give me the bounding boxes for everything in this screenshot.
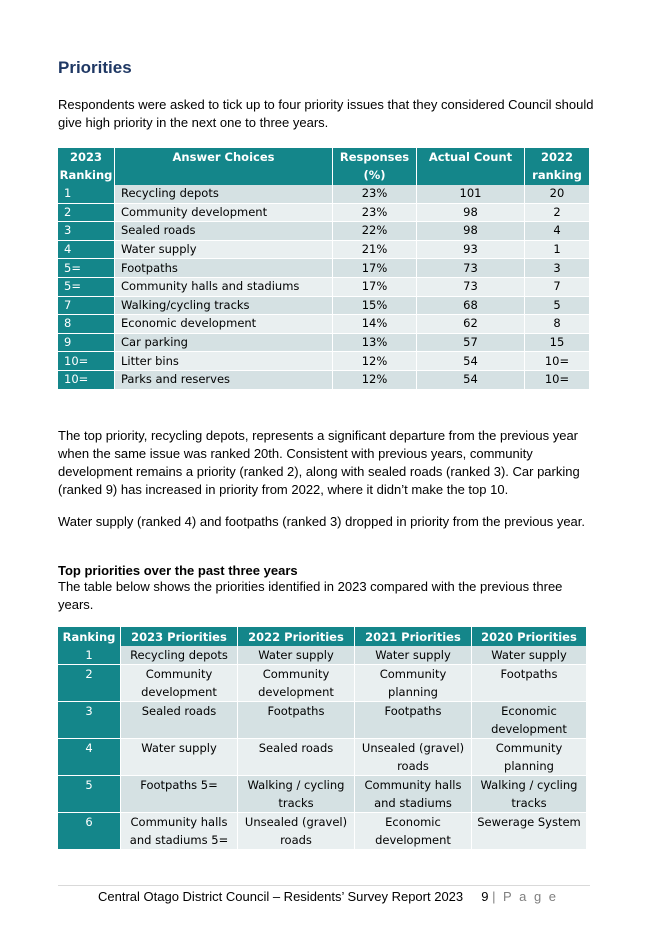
- answer-choice-cell: Recycling depots: [115, 185, 333, 204]
- responses-cell: 22%: [333, 222, 417, 241]
- rank-cell: 3: [58, 222, 115, 241]
- table-row: [58, 241, 590, 260]
- priority-cell: Community development: [238, 665, 355, 702]
- priority-cell: Community halls and stadiums: [355, 776, 472, 813]
- answer-choice-cell: Footpaths: [115, 259, 333, 278]
- prev-ranking-cell: 1: [525, 241, 590, 260]
- three-year-table-header: [58, 627, 587, 646]
- answer-choice-cell: Litter bins: [115, 352, 333, 371]
- rank-cell: 10=: [58, 371, 115, 390]
- count-cell: 73: [417, 278, 525, 297]
- priority-cell: Unsealed (gravel) roads: [355, 739, 472, 776]
- count-cell: 93: [417, 241, 525, 260]
- rank-cell: 5=: [58, 278, 115, 297]
- table-row: [58, 371, 590, 390]
- priority-cell: Economic development: [355, 813, 472, 850]
- rank-cell: 8: [58, 315, 115, 334]
- responses-cell: 23%: [333, 204, 417, 223]
- rank-cell: 3: [58, 702, 121, 739]
- answer-choice-cell: Sealed roads: [115, 222, 333, 241]
- table-row: [58, 315, 590, 334]
- count-cell: 101: [417, 185, 525, 204]
- intro-paragraph: Respondents were asked to tick up to four priority issues that they considered Council should give high priority in the next one to three years.: [58, 97, 594, 130]
- header-2020-priorities: 2020 Priorities: [472, 627, 587, 646]
- section-subheading: Top priorities over the past three years: [58, 563, 298, 578]
- priority-cell: Footpaths 5=: [121, 776, 238, 813]
- table-row: [58, 776, 587, 813]
- priority-cell: Sealed roads: [238, 739, 355, 776]
- prev-ranking-cell: 5: [525, 297, 590, 316]
- table-row: [58, 665, 587, 702]
- priority-cell: Unsealed (gravel) roads: [238, 813, 355, 850]
- priority-cell: Economic development: [472, 702, 587, 739]
- answer-choice-cell: Car parking: [115, 334, 333, 353]
- priority-cell: Walking / cycling tracks: [472, 776, 587, 813]
- count-cell: 98: [417, 204, 525, 223]
- table-row: [58, 813, 587, 850]
- responses-cell: 12%: [333, 352, 417, 371]
- count-cell: 54: [417, 371, 525, 390]
- count-cell: 62: [417, 315, 525, 334]
- rank-cell: 7: [58, 297, 115, 316]
- responses-cell: 14%: [333, 315, 417, 334]
- table-row: [58, 185, 590, 204]
- table-row: [58, 297, 590, 316]
- priorities-table: [58, 148, 590, 390]
- priority-cell: Water supply: [472, 646, 587, 665]
- prev-ranking-cell: 20: [525, 185, 590, 204]
- header-2021-priorities: 2021 Priorities: [355, 627, 472, 646]
- prev-ranking-cell: 3: [525, 259, 590, 278]
- rank-cell: 5: [58, 776, 121, 813]
- prev-ranking-cell: 10=: [525, 352, 590, 371]
- header-responses: Responses (%): [333, 148, 417, 185]
- responses-cell: 12%: [333, 371, 417, 390]
- answer-choice-cell: Walking/cycling tracks: [115, 297, 333, 316]
- priority-cell: Water supply: [355, 646, 472, 665]
- comparison-intro-paragraph: The table below shows the priorities identified in 2023 compared with the previous three years.: [58, 579, 563, 612]
- priority-cell: Community planning: [472, 739, 587, 776]
- priority-cell: Recycling depots: [121, 646, 238, 665]
- page-label: | P a g e: [492, 889, 559, 904]
- count-cell: 73: [417, 259, 525, 278]
- prev-ranking-cell: 2: [525, 204, 590, 223]
- rank-cell: 1: [58, 185, 115, 204]
- header-actual-count: Actual Count: [417, 148, 525, 185]
- priority-cell: Sealed roads: [121, 702, 238, 739]
- table-row: [58, 334, 590, 353]
- prev-ranking-cell: 15: [525, 334, 590, 353]
- answer-choice-cell: Economic development: [115, 315, 333, 334]
- three-year-priorities-table: [58, 627, 587, 850]
- table-row: [58, 259, 590, 278]
- table-row: [58, 739, 587, 776]
- responses-cell: 21%: [333, 241, 417, 260]
- priority-cell: Water supply: [121, 739, 238, 776]
- count-cell: 54: [417, 352, 525, 371]
- table-row: [58, 352, 590, 371]
- answer-choice-cell: Community halls and stadiums: [115, 278, 333, 297]
- answer-choice-cell: Water supply: [115, 241, 333, 260]
- answer-choice-cell: Community development: [115, 204, 333, 223]
- priorities-table-header: [58, 148, 590, 185]
- analysis-paragraph: The top priority, recycling depots, represents a significant departure from the previous year when the same issue was ranked 20th. Consistent with previous years, community development remains a priority (ranked 2), along with sealed roads (ranked 3). Car parking (ranked 9) has increased in priority from 2022, where it didn’t make the top 10.: [58, 428, 580, 497]
- rank-cell: 6: [58, 813, 121, 850]
- priority-cell: Footpaths: [472, 665, 587, 702]
- table-row: [58, 222, 590, 241]
- page-title: Priorities: [58, 58, 132, 77]
- footer-divider: [58, 885, 590, 886]
- rank-cell: 5=: [58, 259, 115, 278]
- count-cell: 57: [417, 334, 525, 353]
- rank-cell: 10=: [58, 352, 115, 371]
- priority-cell: Sewerage System: [472, 813, 587, 850]
- responses-cell: 15%: [333, 297, 417, 316]
- answer-choice-cell: Parks and reserves: [115, 371, 333, 390]
- priority-cell: Walking / cycling tracks: [238, 776, 355, 813]
- rank-cell: 1: [58, 646, 121, 665]
- rank-cell: 2: [58, 204, 115, 223]
- footer-text: Central Otago District Council – Residents’ Survey Report 2023: [98, 889, 464, 904]
- priority-cell: Community halls and stadiums 5=: [121, 813, 238, 850]
- responses-cell: 23%: [333, 185, 417, 204]
- count-cell: 98: [417, 222, 525, 241]
- page-number: 9: [481, 889, 489, 904]
- responses-cell: 17%: [333, 259, 417, 278]
- header-ranking: Ranking: [58, 627, 121, 646]
- prev-ranking-cell: 10=: [525, 371, 590, 390]
- priority-cell: Footpaths: [238, 702, 355, 739]
- header-2023-priorities: 2023 Priorities: [121, 627, 238, 646]
- header-2022-ranking: 2022 ranking: [525, 148, 590, 185]
- count-cell: 68: [417, 297, 525, 316]
- prev-ranking-cell: 4: [525, 222, 590, 241]
- rank-cell: 2: [58, 665, 121, 702]
- table-row: [58, 204, 590, 223]
- header-2023-ranking: 2023 Ranking: [58, 148, 115, 185]
- change-paragraph: Water supply (ranked 4) and footpaths (ranked 3) dropped in priority from the previous year.: [58, 514, 586, 529]
- prev-ranking-cell: 7: [525, 278, 590, 297]
- priority-cell: Water supply: [238, 646, 355, 665]
- page-footer: [98, 889, 558, 904]
- table-row: [58, 702, 587, 739]
- table-row: [58, 646, 587, 665]
- priority-cell: Community development: [121, 665, 238, 702]
- prev-ranking-cell: 8: [525, 315, 590, 334]
- rank-cell: 9: [58, 334, 115, 353]
- priority-cell: Footpaths: [355, 702, 472, 739]
- priority-cell: Community planning: [355, 665, 472, 702]
- header-answer-choices: Answer Choices: [115, 148, 333, 185]
- header-2022-priorities: 2022 Priorities: [238, 627, 355, 646]
- rank-cell: 4: [58, 739, 121, 776]
- table-row: [58, 278, 590, 297]
- responses-cell: 13%: [333, 334, 417, 353]
- responses-cell: 17%: [333, 278, 417, 297]
- rank-cell: 4: [58, 241, 115, 260]
